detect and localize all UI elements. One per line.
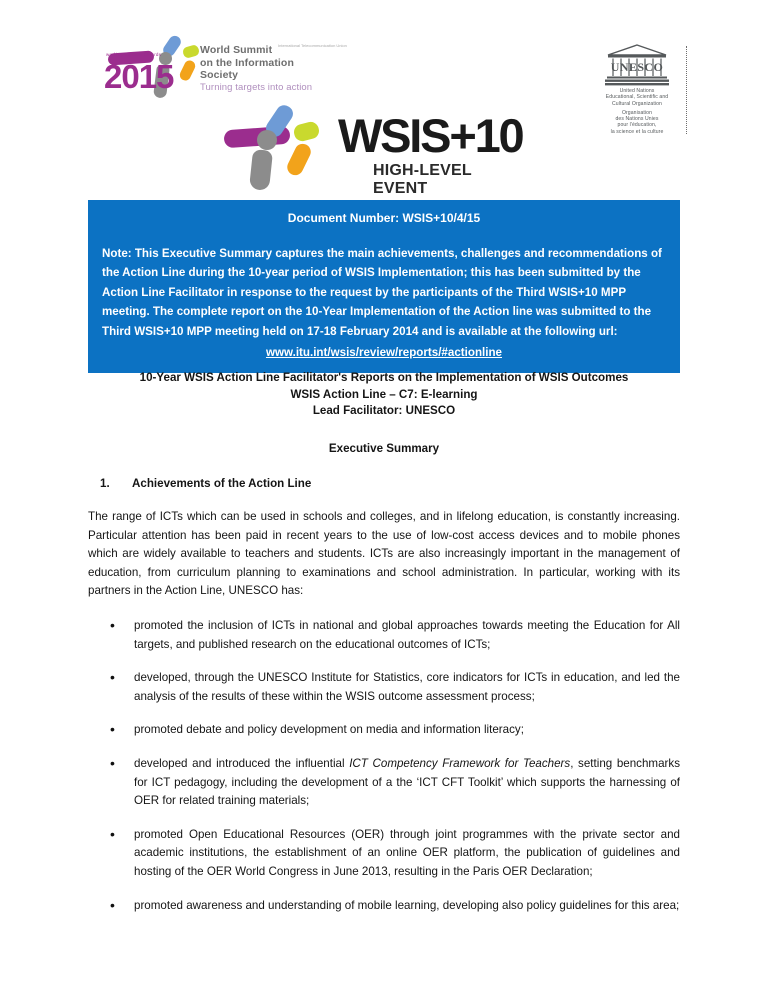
unesco-temple-icon — [605, 44, 669, 86]
section-title-text: Achievements of the Action Line — [132, 477, 312, 491]
unesco-divider — [686, 46, 688, 134]
report-url-link[interactable]: www.itu.int/wsis/review/reports/#actionline — [265, 345, 502, 359]
wsis-2015-logo — [104, 38, 347, 100]
list-item-text: promoted debate and policy development on media and information literacy; — [134, 723, 524, 737]
list-item-text-pre: developed and introduced the influential — [134, 757, 350, 771]
list-item-text-post: , setting benchmarks for ICT pedagogy, including the development of a the ‘ICT CFT Toolkit’ which supports the harnessing of OER for related training materials; — [134, 757, 680, 808]
wsis-plus-10-logo — [228, 109, 528, 197]
unesco-en-line1: United Nations — [619, 88, 655, 94]
list-item — [88, 897, 680, 916]
document-title-line2: WSIS Action Line – C7: E-learning — [290, 387, 478, 401]
list-item-text: promoted Open Educational Resources (OER) through joint programmes with the private sector and academic institutions, the establishment of an online OER platform, the publication of guidelines and hosting of the OER World Congress in June 2013, resulting in the Paris OER Declaration; — [134, 827, 680, 878]
unesco-en-line2: Educational, Scientific and — [605, 94, 669, 101]
section-heading — [100, 476, 680, 493]
header-logo-band — [0, 0, 768, 196]
achievements-list — [88, 617, 680, 915]
wsis-plus-10-wordmark: WSIS+10 — [338, 109, 523, 162]
wsis-2015-tagline: working together towards — [106, 52, 162, 57]
document-note-box — [88, 200, 680, 373]
list-item — [88, 826, 680, 882]
wsis-2015-line2: on the Information Society — [200, 56, 294, 81]
list-item — [88, 617, 680, 654]
section-number: 1. — [100, 477, 110, 491]
note-text: Note: This Executive Summary captures the main achievements, challenges and recommendations of the Action Line during the 10-year period of WSIS Implementation; this has been submitted by the Action Line Facilitator in response to the request by the participants of the Third WSIS+10 MPP meeting. The complete report on the 10-Year Implementation of the Action line was submitted to the Third WSIS+10 MPP meeting held on 17-18 February 2014 and is available at the following url: — [102, 246, 662, 338]
document-title-line3: Lead Facilitator: UNESCO — [312, 404, 456, 417]
svg-text:UNESCO: UNESCO — [610, 60, 664, 74]
wsis-2015-year: 2015 — [104, 58, 174, 95]
list-item-text: developed, through the UNESCO Institute for Statistics, core indicators for ICTs in education, and led the analysis of the results of these within the WSIS outcome assessment process; — [134, 671, 680, 703]
document-title — [88, 370, 680, 420]
executive-summary-heading: Executive Summary — [328, 441, 440, 455]
document-title-line1: 10-Year WSIS Action Line Facilitator's Reports on the Implementation of WSIS Outcomes — [139, 371, 629, 384]
list-item — [88, 755, 680, 811]
itu-corner-mark: International Telecommunication Union — [278, 43, 347, 48]
intro-paragraph: The range of ICTs which can be used in schools and colleges, and in lifelong education, is constantly increasing. Particular attention has been paid in recent years to the use of low-cost access devices and to mobile phones which are widely available to teachers and students. ICTs are also increasingly important in the management of education, from curriculum planning to examinations and school administration. In particular, working with its partners in the Action Line, UNESCO has: — [88, 510, 680, 598]
unesco-fr-line3: pour l'éducation, — [617, 122, 657, 129]
unesco-logo — [588, 44, 686, 134]
unesco-fr-line2: des Nations Unies — [615, 116, 659, 123]
document-number: Document Number: WSIS+10/4/15 — [287, 211, 481, 225]
wsis-2015-line1: World Summit — [200, 44, 273, 56]
list-item-text: promoted the inclusion of ICTs in national and global approaches towards meeting the Education for All targets, and published research on the educational outcomes of ICTs; — [134, 619, 680, 651]
document-body — [88, 370, 680, 915]
unesco-en-line3: Cultural Organization — [612, 100, 662, 107]
unesco-organization-name — [588, 88, 686, 135]
wsis-2015-line3: Turning targets into action — [200, 81, 313, 93]
list-item — [88, 669, 680, 706]
list-item — [88, 721, 680, 740]
unesco-fr-line1: Organisation — [621, 109, 653, 116]
list-item-text-italic: ICT Competency Framework for Teachers — [349, 757, 571, 771]
wsis-plus-10-subtitle: HIGH-LEVEL EVENT — [373, 162, 472, 197]
unesco-fr-line4: la science et la culture — [610, 128, 664, 135]
list-item-text: promoted awareness and understanding of mobile learning, developing also policy guidelines for this area; — [134, 898, 680, 912]
wsis-running-figure-icon — [228, 110, 328, 190]
wsis-2015-wordmark — [200, 43, 347, 94]
